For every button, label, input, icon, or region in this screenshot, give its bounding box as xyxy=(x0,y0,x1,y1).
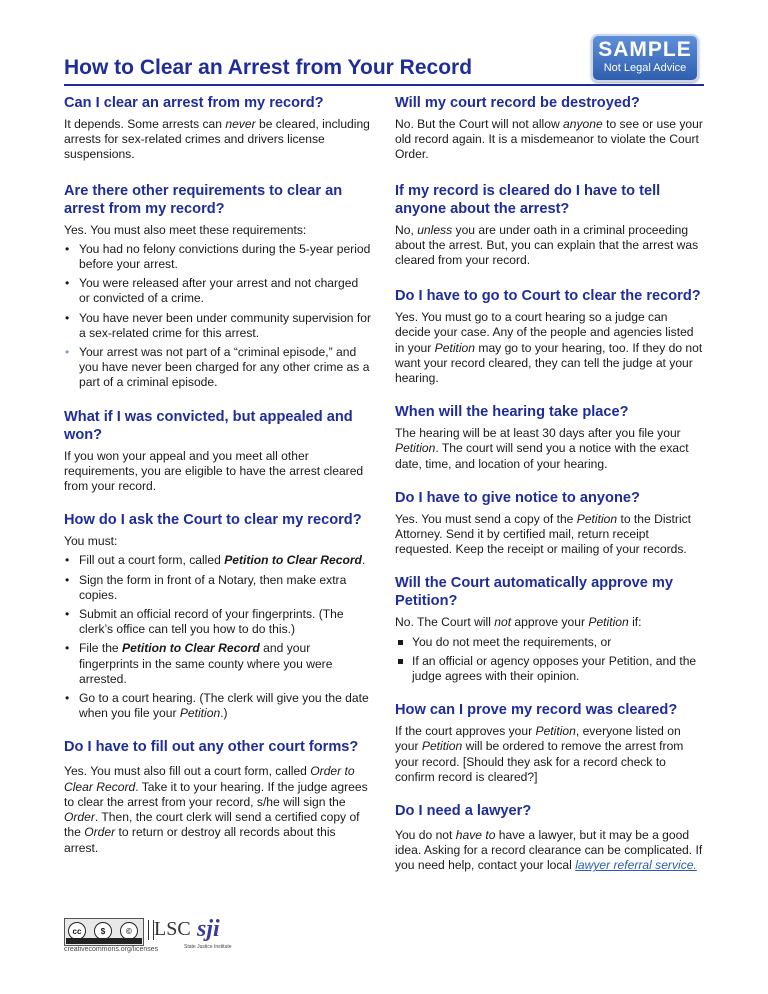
faq-answer: If you won your appeal and you meet all other requirements, you are eligible to have the arrest cleared from your record. xyxy=(64,448,364,494)
bullet-icon: • xyxy=(65,310,70,325)
bullet-icon: • xyxy=(65,641,70,656)
bullet-icon: • xyxy=(65,276,70,291)
list-item: • Your arrest was not part of a “criminal episode,” and you have never been charged for any other crime as a part of a criminal episode. xyxy=(65,345,370,390)
steps-list xyxy=(64,553,371,721)
page-title: How to Clear an Arrest from Your Record xyxy=(64,56,473,79)
list-item: • Go to a court hearing. (The clerk will give you the date when you file your Petition.) xyxy=(65,691,369,721)
faq-heading: Do I have to give notice to anyone? xyxy=(395,489,640,506)
faq-answer: No, unless you are under oath in a criminal proceeding about the arrest. But, you can explain that the arrest was cleared from your record. xyxy=(395,222,699,268)
lsc-logo: LSC xyxy=(154,918,191,940)
faq-give-notice xyxy=(395,489,706,558)
faq-prove-cleared xyxy=(395,701,706,785)
faq-answer: It depends. Some arrests can never be cleared, including arrests for sex-related crimes and drivers license suspensions. xyxy=(64,117,370,162)
bullet-icon: • xyxy=(65,553,70,568)
list-item: • File the Petition to Clear Record and your fingerprints in the same county where you were arrested. xyxy=(65,641,333,686)
faq-answer: Yes. You must go to a court hearing so a judge can decide your case. Any of the people and agencies listed in your Petition may go to your hearing, too. If they do not want your record cleared, they can tell the judge at your hearing. xyxy=(395,310,703,386)
bullet-icon: • xyxy=(65,691,70,706)
list-item: • Submit an official record of your fingerprints. (The clerk’s office can tell you how to do this.) xyxy=(65,607,344,637)
sample-badge xyxy=(591,34,699,82)
faq-heading: Can I clear an arrest from my record? xyxy=(64,95,324,111)
list-item: • You have never been under community supervision for a sex-related crime for this arrest. xyxy=(65,310,371,340)
faq-answer: Yes. You must also fill out a court form, called Order to Clear Record. Take it to your hearing. If the judge agrees to clear the arrest from your record, s/he will sign the Order. Then, the court clerk will send a certified copy of the Order to return or destroy all records about this arrest. xyxy=(64,764,368,855)
faq-auto-approve xyxy=(395,574,706,684)
faq-other-forms xyxy=(64,738,371,855)
faq-heading: Will my court record be destroyed? xyxy=(395,95,640,111)
faq-heading: Are there other requirements to clear an arrest from my record? xyxy=(64,182,343,217)
faq-go-to-court xyxy=(395,287,706,386)
cc-icon: cc xyxy=(68,922,86,940)
list-item: • Sign the form in front of a Notary, then make extra copies. xyxy=(65,572,347,602)
faq-can-i-clear xyxy=(64,94,371,163)
list-item: You do not meet the requirements, or xyxy=(395,635,706,650)
bullet-icon: • xyxy=(65,607,70,622)
list-item: If an official or agency opposes your Petition, and the judge agrees with their opinion. xyxy=(395,654,706,684)
faq-lead: No. The Court will not approve your Petition if: xyxy=(395,615,642,630)
share-alike-icon: © xyxy=(120,922,138,940)
requirements-list xyxy=(64,242,371,391)
faq-answer: You do not have to have a lawyer, but it may be a good idea. Asking for a record clearance can be complicated. If you need help, contact your local lawyer referral service. xyxy=(395,828,703,873)
badge-main-text: SAMPLE xyxy=(598,38,692,61)
sji-logo-caption: State Justice Institute xyxy=(184,944,232,950)
right-column xyxy=(395,94,706,874)
faq-how-to-ask xyxy=(64,511,371,721)
bullet-icon: • xyxy=(65,345,70,360)
bullet-icon: • xyxy=(65,572,70,587)
faq-heading: If my record is cleared do I have to tell anyone about the arrest? xyxy=(395,182,661,217)
faq-heading: Do I have to go to Court to clear the record? xyxy=(395,288,701,305)
faq-other-requirements xyxy=(64,182,371,391)
faq-answer: The hearing will be at least 30 days after you file your Petition. The court will send you a notice with the exact date, time, and location of your hearing. xyxy=(395,426,689,471)
noncommercial-icon: $ xyxy=(94,922,112,940)
footer-logos xyxy=(64,918,264,970)
faq-heading: How do I ask the Court to clear my record? xyxy=(64,512,362,529)
list-item: • Fill out a court form, called Petition to Clear Record. xyxy=(65,553,366,568)
cc-license-url: creativecommons.org/licenses xyxy=(64,946,159,953)
faq-need-lawyer xyxy=(395,802,706,874)
faq-heading: What if I was convicted, but appealed and won? xyxy=(64,408,353,443)
title-divider xyxy=(64,84,704,86)
cc-strip xyxy=(66,938,142,944)
faq-lead: You must: xyxy=(64,534,118,549)
badge-sub-text: Not Legal Advice xyxy=(603,62,687,74)
denial-reasons-list xyxy=(395,635,706,685)
faq-lead: Yes. You must also meet these requirements: xyxy=(64,222,307,237)
sji-logo: sji xyxy=(197,916,220,942)
square-bullet-icon xyxy=(398,659,403,664)
faq-answer: If the court approves your Petition, everyone listed on your Petition will be ordered to remove the arrest from your record. [Should they ask for a record check to confirm record is cleared?] xyxy=(395,724,684,784)
faq-tell-anyone xyxy=(395,182,706,269)
faq-heading: How can I prove my record was cleared? xyxy=(395,702,678,719)
faq-convicted-appealed xyxy=(64,408,371,495)
faq-heading: Do I need a lawyer? xyxy=(395,803,532,820)
faq-hearing-time xyxy=(395,403,706,472)
list-item: • You were released after your arrest and not charged or convicted of a crime. xyxy=(65,276,359,306)
faq-record-destroyed xyxy=(395,94,706,163)
faq-heading: When will the hearing take place? xyxy=(395,404,629,421)
faq-heading: Do I have to fill out any other court forms? xyxy=(64,739,359,756)
faq-answer: No. But the Court will not allow anyone to see or use your old record again. It is a misdemeanor to violate the Court Order. xyxy=(395,117,703,162)
list-item: • You had no felony convictions during the 5-year period before your arrest. xyxy=(65,241,371,272)
left-column xyxy=(64,94,371,856)
bullet-icon: • xyxy=(65,241,70,256)
lawyer-referral-link[interactable]: lawyer referral service. xyxy=(575,858,697,873)
creative-commons-badge xyxy=(64,918,144,946)
square-bullet-icon xyxy=(398,640,403,645)
faq-heading: Will the Court automatically approve my Petition? xyxy=(395,575,674,610)
faq-answer: Yes. You must send a copy of the Petition to the District Attorney. Send it by certified mail, return receipt requested. Keep the receipt or mailing of your records. xyxy=(395,511,692,557)
